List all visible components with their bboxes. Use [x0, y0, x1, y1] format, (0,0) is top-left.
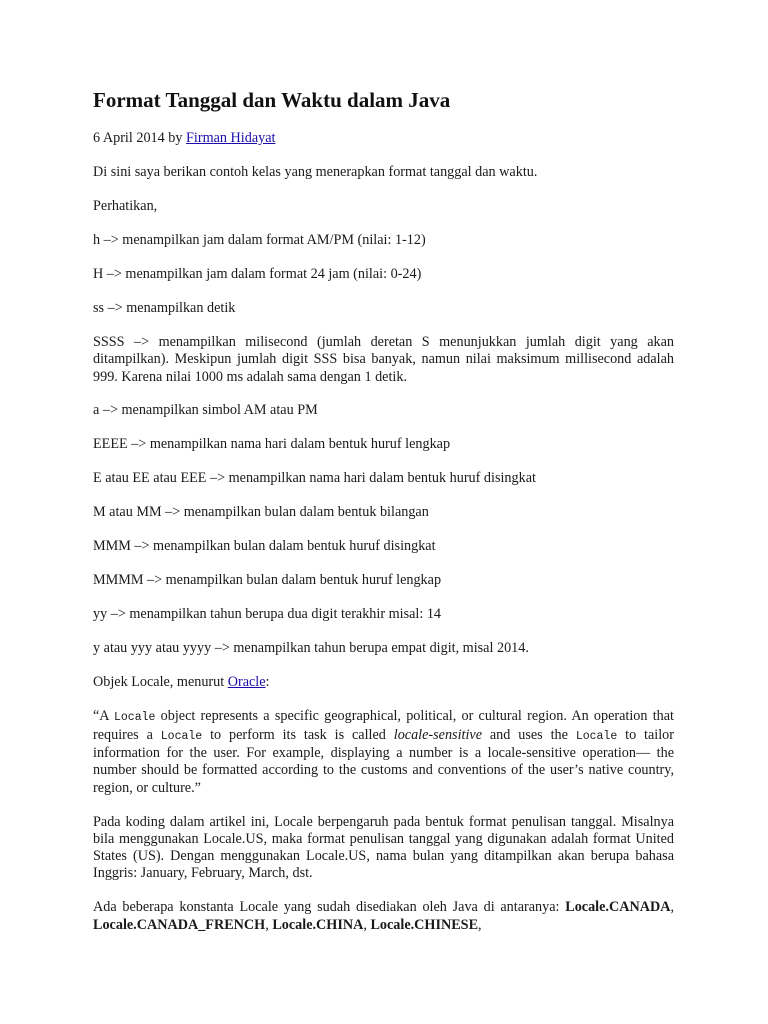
quote-text: to perform its task is called	[202, 726, 394, 743]
quote-text: and uses the	[482, 726, 576, 743]
locale-intro	[93, 674, 674, 691]
article	[93, 86, 674, 951]
format-item-a: a –> menampilkan simbol AM atau PM	[93, 402, 318, 419]
byline	[93, 130, 674, 147]
oracle-link[interactable]: Oracle	[227, 674, 266, 691]
byline-date: 6 April 2014 by	[93, 130, 187, 146]
format-item-mmmm: MMMM –> menampilkan bulan dalam bentuk huruf lengkap	[93, 572, 442, 589]
constant-name: Locale.CANADA_FRENCH	[93, 916, 266, 933]
format-item-eeee: EEEE –> menampilkan nama hari dalam bentuk huruf lengkap	[93, 436, 451, 453]
format-item-mm: M atau MM –> menampilkan bulan dalam bentuk bilangan	[93, 504, 429, 521]
locale-paragraph: Pada koding dalam artikel ini, Locale berpengaruh pada bentuk format penulisan tanggal. Misalnya bila menggunakan Locale.US, maka format penulisan tanggal yang digunakan adalah format United States (US). Dengan menggunakan Locale.US, nama bulan yang ditampilkan akan berupa bahasa Inggris: January, February, March, dst.	[93, 813, 674, 882]
constant-name: Locale.CHINA	[272, 916, 364, 933]
locale-intro-prefix: Objek Locale, menurut	[93, 674, 228, 691]
quote-text: to tailor information for the user. For example, displaying a number is a locale-sensitive operation— the number should be formatted according to the customs and conventions of the user’s native country, region, or culture.”	[93, 726, 674, 796]
quote-code-locale: Locale	[575, 729, 618, 743]
format-item-eee: E atau EE atau EEE –> menampilkan nama hari dalam bentuk huruf disingkat	[93, 470, 536, 487]
constants-trailing: ,	[478, 916, 482, 933]
format-item-h: h –> menampilkan jam dalam format AM/PM (nilai: 1-12)	[93, 231, 426, 248]
constants-prefix: Ada beberapa konstanta Locale yang sudah disediakan oleh Java di antaranya:	[93, 899, 566, 916]
intro-paragraph: Di sini saya berikan contoh kelas yang menerapkan format tanggal dan waktu.	[93, 163, 538, 180]
constants-separator: ,	[670, 899, 674, 916]
article-title: Format Tanggal dan Waktu dalam Java	[93, 88, 451, 112]
quote-code-locale: Locale	[160, 729, 203, 743]
attention-paragraph: Perhatikan,	[93, 197, 158, 214]
format-item-ssss: SSSS –> menampilkan milisecond (jumlah deretan S menunjukkan jumlah digit yang akan ditampilkan). Meskipun jumlah digit SSS bisa banyak, namun nilai maksimum millisecond adalah 999. Karena nilai 1000 ms adalah sama dengan 1 detik.	[93, 333, 674, 385]
quote-text: object represents a specific geographical, political, or cultural region. An operation that requires a	[93, 708, 674, 743]
constants-separator: ,	[265, 916, 273, 933]
constant-name: Locale.CANADA	[565, 899, 671, 916]
locale-intro-suffix: :	[265, 674, 270, 691]
oracle-quote	[93, 708, 674, 796]
constants-paragraph	[93, 899, 674, 934]
constants-separator: ,	[363, 916, 371, 933]
author-link[interactable]: Firman Hidayat	[186, 130, 276, 146]
format-item-ss: ss –> menampilkan detik	[93, 299, 236, 316]
constant-name: Locale.CHINESE	[370, 916, 479, 933]
format-item-mmm: MMM –> menampilkan bulan dalam bentuk huruf disingkat	[93, 538, 436, 555]
quote-text: “A	[93, 708, 114, 725]
quote-emphasis: locale-sensitive	[393, 726, 482, 743]
quote-code-locale: Locale	[114, 711, 156, 725]
format-item-H: H –> menampilkan jam dalam format 24 jam (nilai: 0-24)	[93, 265, 422, 282]
format-item-yyyy: y atau yyy atau yyyy –> menampilkan tahun berupa empat digit, misal 2014.	[93, 640, 529, 657]
format-item-yy: yy –> menampilkan tahun berupa dua digit terakhir misal: 14	[93, 606, 442, 623]
